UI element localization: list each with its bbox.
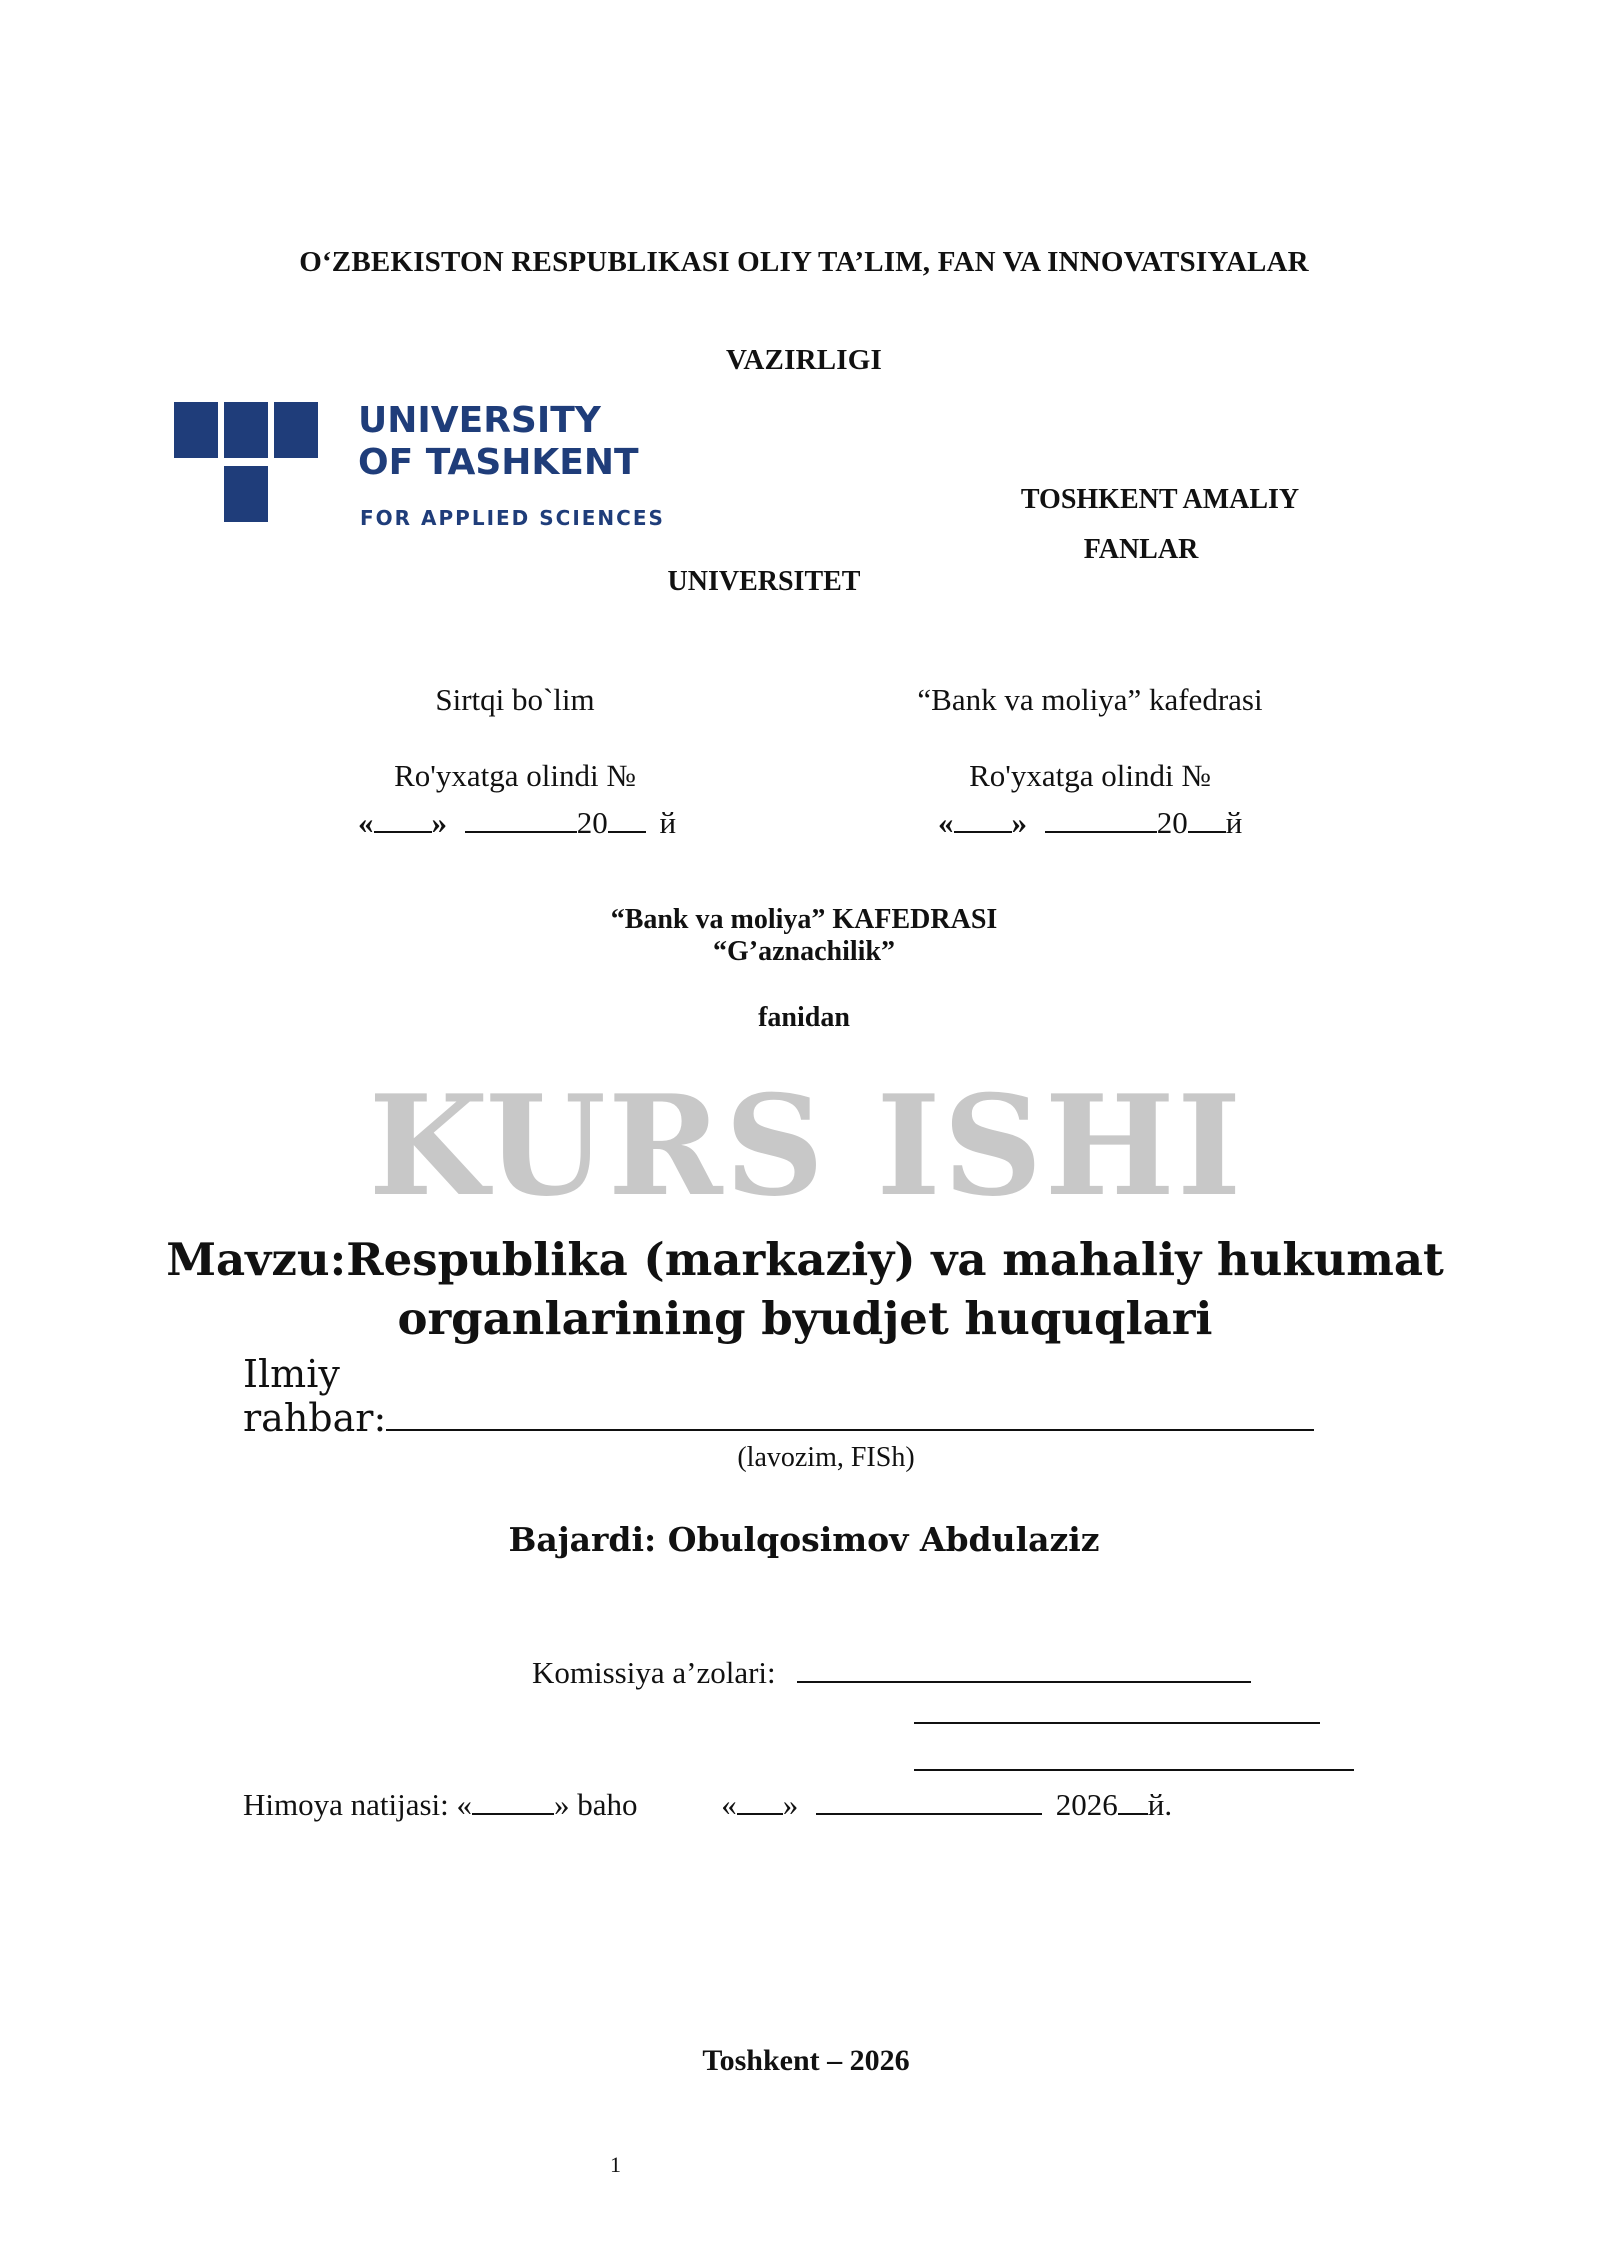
- date-line-left: « » 20 й: [358, 800, 676, 841]
- defense-day-blank[interactable]: [737, 1782, 783, 1815]
- supervisor-hint: (lavozim, FISh): [737, 1442, 915, 1473]
- day-blank-left[interactable]: [374, 800, 432, 833]
- defense-year-blank[interactable]: [1118, 1782, 1148, 1815]
- logo-text-line3: FOR APPLIED SCIENCES: [360, 506, 665, 530]
- grade-blank[interactable]: [472, 1782, 554, 1815]
- performer-name: Bajardi: Obulqosimov Abdulaziz: [508, 1520, 1100, 1559]
- topic-title: Mavzu:Respublika (markaziy) va mahaliy hukumat organlarining byudjet huquqlari: [166, 1233, 1444, 1345]
- registration-right: Ro'yxatga olindi №: [969, 758, 1211, 793]
- kafedra-title: “Bank va moliya” KAFEDRASI: [610, 904, 998, 935]
- city-year: Toshkent – 2026: [702, 2044, 910, 2077]
- defense-row: Himoya natijasi: « » baho « » 2026 й.: [243, 1782, 1172, 1823]
- defense-month-blank[interactable]: [816, 1782, 1042, 1815]
- logo-square-1: [174, 402, 218, 458]
- ministry-title-line1: O‘ZBEKISTON RESPUBLIKASI OLIY TA’LIM, FAN VA INNOVATSIYALAR: [299, 246, 1309, 278]
- university-name-line2: FANLAR: [1083, 534, 1199, 565]
- month-blank-left[interactable]: [465, 800, 577, 833]
- logo-square-2: [224, 402, 268, 458]
- ministry-title-line2: VAZIRLIGI: [726, 344, 882, 376]
- supervisor-blank[interactable]: [386, 1399, 1314, 1431]
- commission-blank-2[interactable]: [914, 1722, 1320, 1724]
- page-number: 1: [610, 2152, 621, 2177]
- logo-text-line1: UNIVERSITY: [358, 400, 601, 441]
- date-line-right: « » 20 й: [938, 800, 1242, 841]
- commission-blank-1[interactable]: [797, 1650, 1251, 1683]
- university-logo: [174, 400, 665, 532]
- logo-text-line2: OF TASHKENT: [358, 442, 639, 483]
- supervisor-label-line1: Ilmiy: [243, 1352, 340, 1396]
- university-name-line1: TOSHKENT AMALIY: [1020, 484, 1300, 515]
- logo-square-4: [224, 466, 268, 522]
- logo-square-3: [274, 402, 318, 458]
- department-right: “Bank va moliya” kafedrasi: [917, 682, 1263, 717]
- month-blank-right[interactable]: [1045, 800, 1157, 833]
- commission-blank-3[interactable]: [914, 1769, 1354, 1771]
- department-left: Sirtqi bo`lim: [435, 682, 595, 717]
- university-name-line3: UNIVERSITET: [667, 566, 861, 597]
- subject-title: “G’aznachilik”: [712, 936, 896, 967]
- supervisor-row: rahbar:: [243, 1396, 1314, 1440]
- commission-row: Komissiya a’zolari:: [532, 1650, 1251, 1691]
- course-work-title: KURS ISHI: [368, 1064, 1244, 1227]
- year-blank-left[interactable]: [608, 800, 646, 833]
- fanidan-label: fanidan: [758, 1002, 850, 1033]
- registration-left: Ro'yxatga olindi №: [394, 758, 636, 793]
- day-blank-right[interactable]: [954, 800, 1012, 833]
- year-blank-right[interactable]: [1188, 800, 1226, 833]
